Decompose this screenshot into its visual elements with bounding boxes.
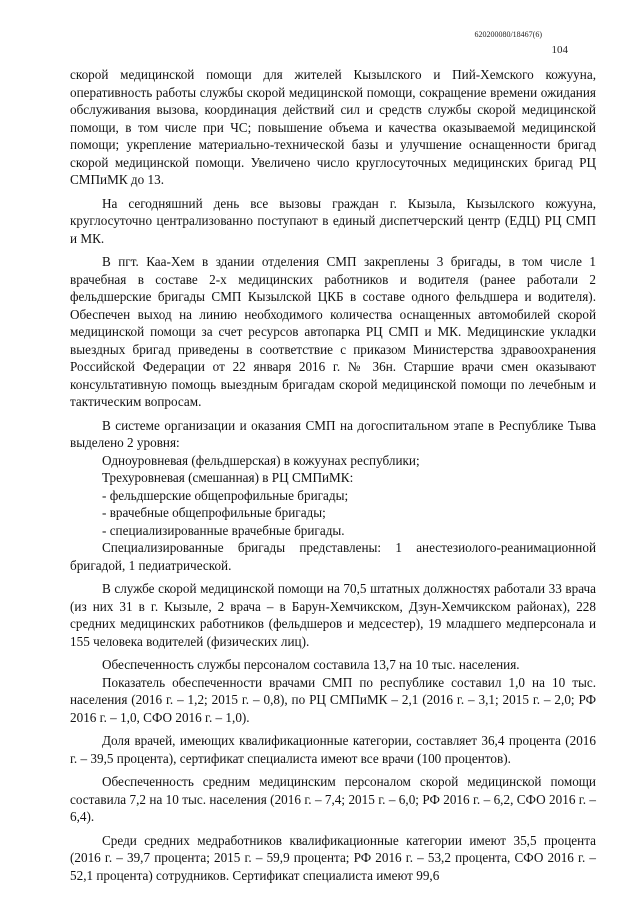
paragraph-levels: В системе организации и оказания СМП на догоспитальном этапе в Республике Тыва выделено 2 уровня: (70, 417, 596, 450)
paragraph-doctors-ratio: Показатель обеспеченности врачами СМП по республике составил 1,0 на 10 тыс. населения (2016 г. – 1,2; 2015 г. – 0,8), по РЦ СМПиМК – 2,1 (2016 г. – 3,1; 2015 г. – 2,0; РФ 2016 г. – 1,0, СФО 2016 г. – 1,0). (70, 674, 596, 725)
list-item: Одноуровневая (фельдшерская) в кожуунах республики; (102, 452, 420, 468)
paragraph-doctors-categories: Доля врачей, имеющих квалификационные категории, составляет 36,4 процента (2016 г. – 39,5 процента), сертификат специалиста имеют все врачи (100 процентов). (70, 733, 596, 766)
document-id: 620200080/18467(6) (474, 30, 542, 39)
paragraph-kaa-khem: В пгт. Каа-Хем в здании отделения СМП закреплены 3 бригады, в том числе 1 врачебная в составе 2-х медицинских работников и водителя (ранее работали 2 фельдшерские бригады СМП Кызылской ЦКБ в составе одного фельдшера и водителя). Обеспечен выход на линию необходимого количества оснащенных автомобилей скорой медицинской помощи за счет ресурсов автопарка РЦ СМП и МК. Медицинские укладки выездных бригад приведены в соответствие с приказом Министерства здравоохранения Российской Федерации от 22 января 2016 г. № 36н. Старшие врачи смен оказывают консультативную помощь выездным бригадам скорой медицинской помощи по лечебным и тактическим вопросам. (70, 254, 596, 409)
list-item: - специализированные врачебные бригады. (102, 522, 345, 538)
paragraph-staffing: Обеспеченность службы персоналом составила 13,7 на 10 тыс. населения. (102, 657, 520, 672)
list-item: Трехуровневая (смешанная) в РЦ СМПиМК: (102, 470, 354, 485)
paragraph-nurses-ratio: Обеспеченность средним медицинским персоналом скорой медицинской помощи составила 7,2 на 10 тыс. населения (2016 г. – 7,4; 2015 г. – 6,0; РФ 2016 г. – 6,2, СФО 2016 г. – 6,4). (70, 774, 596, 824)
body-text (70, 66, 596, 884)
list-item: - врачебные общепрофильные бригады; (102, 505, 326, 520)
page-number: 104 (551, 44, 568, 56)
paragraph-calls: На сегодняшний день все вызовы граждан г. Кызыла, Кызылского кожууна, круглосуточно централизованно поступают в единый диспетчерский центр (ЕДЦ) РЦ СМП и МК. (70, 195, 596, 246)
paragraph-staff: В службе скорой медицинской помощи на 70,5 штатных должностях работали 33 врача (из них 31 в г. Кызыле, 2 врача – в Барун-Хемчикском, Дзун-Хемчикском районах), 228 средних медицинских работников (фельдшеров и медсестер), 19 младшего медперсонала и 155 человека водителей (физических лиц). (70, 581, 596, 649)
paragraph-specialized: Специализированные бригады представлены: 1 анестезиолого-реанимационной бригадой, 1 педиатрической. (70, 540, 596, 573)
list-item: - фельдшерские общепрофильные бригады; (102, 487, 349, 503)
paragraph-nurses-categories: Среди средних медработников квалификационные категории имеют 35,5 процента (2016 г. – 39,7 процента; 2015 г. – 59,9 процента; РФ 2016 г. – 53,2 процента, СФО 2016 г. – 52,1 процента) сотрудников. Сертификат специалиста имеют 99,6 (70, 832, 596, 883)
paragraph-continuation: скорой медицинской помощи для жителей Кызылского и Пий-Хемского кожууна, оперативность работы службы скорой медицинской помощи, сокращение времени ожидания обслуживания вызова, координация действий сил и средств службы скорой медицинской помощи, в том числе при ЧС; повышение объема и качества оказываемой медицинской помощи; укрепление материально-технической базы и улучшение оснащенности бригад скорой медицинской помощи. Увеличено число круглосуточных медицинских бригад РЦ СМПиМК до 13. (70, 67, 596, 187)
